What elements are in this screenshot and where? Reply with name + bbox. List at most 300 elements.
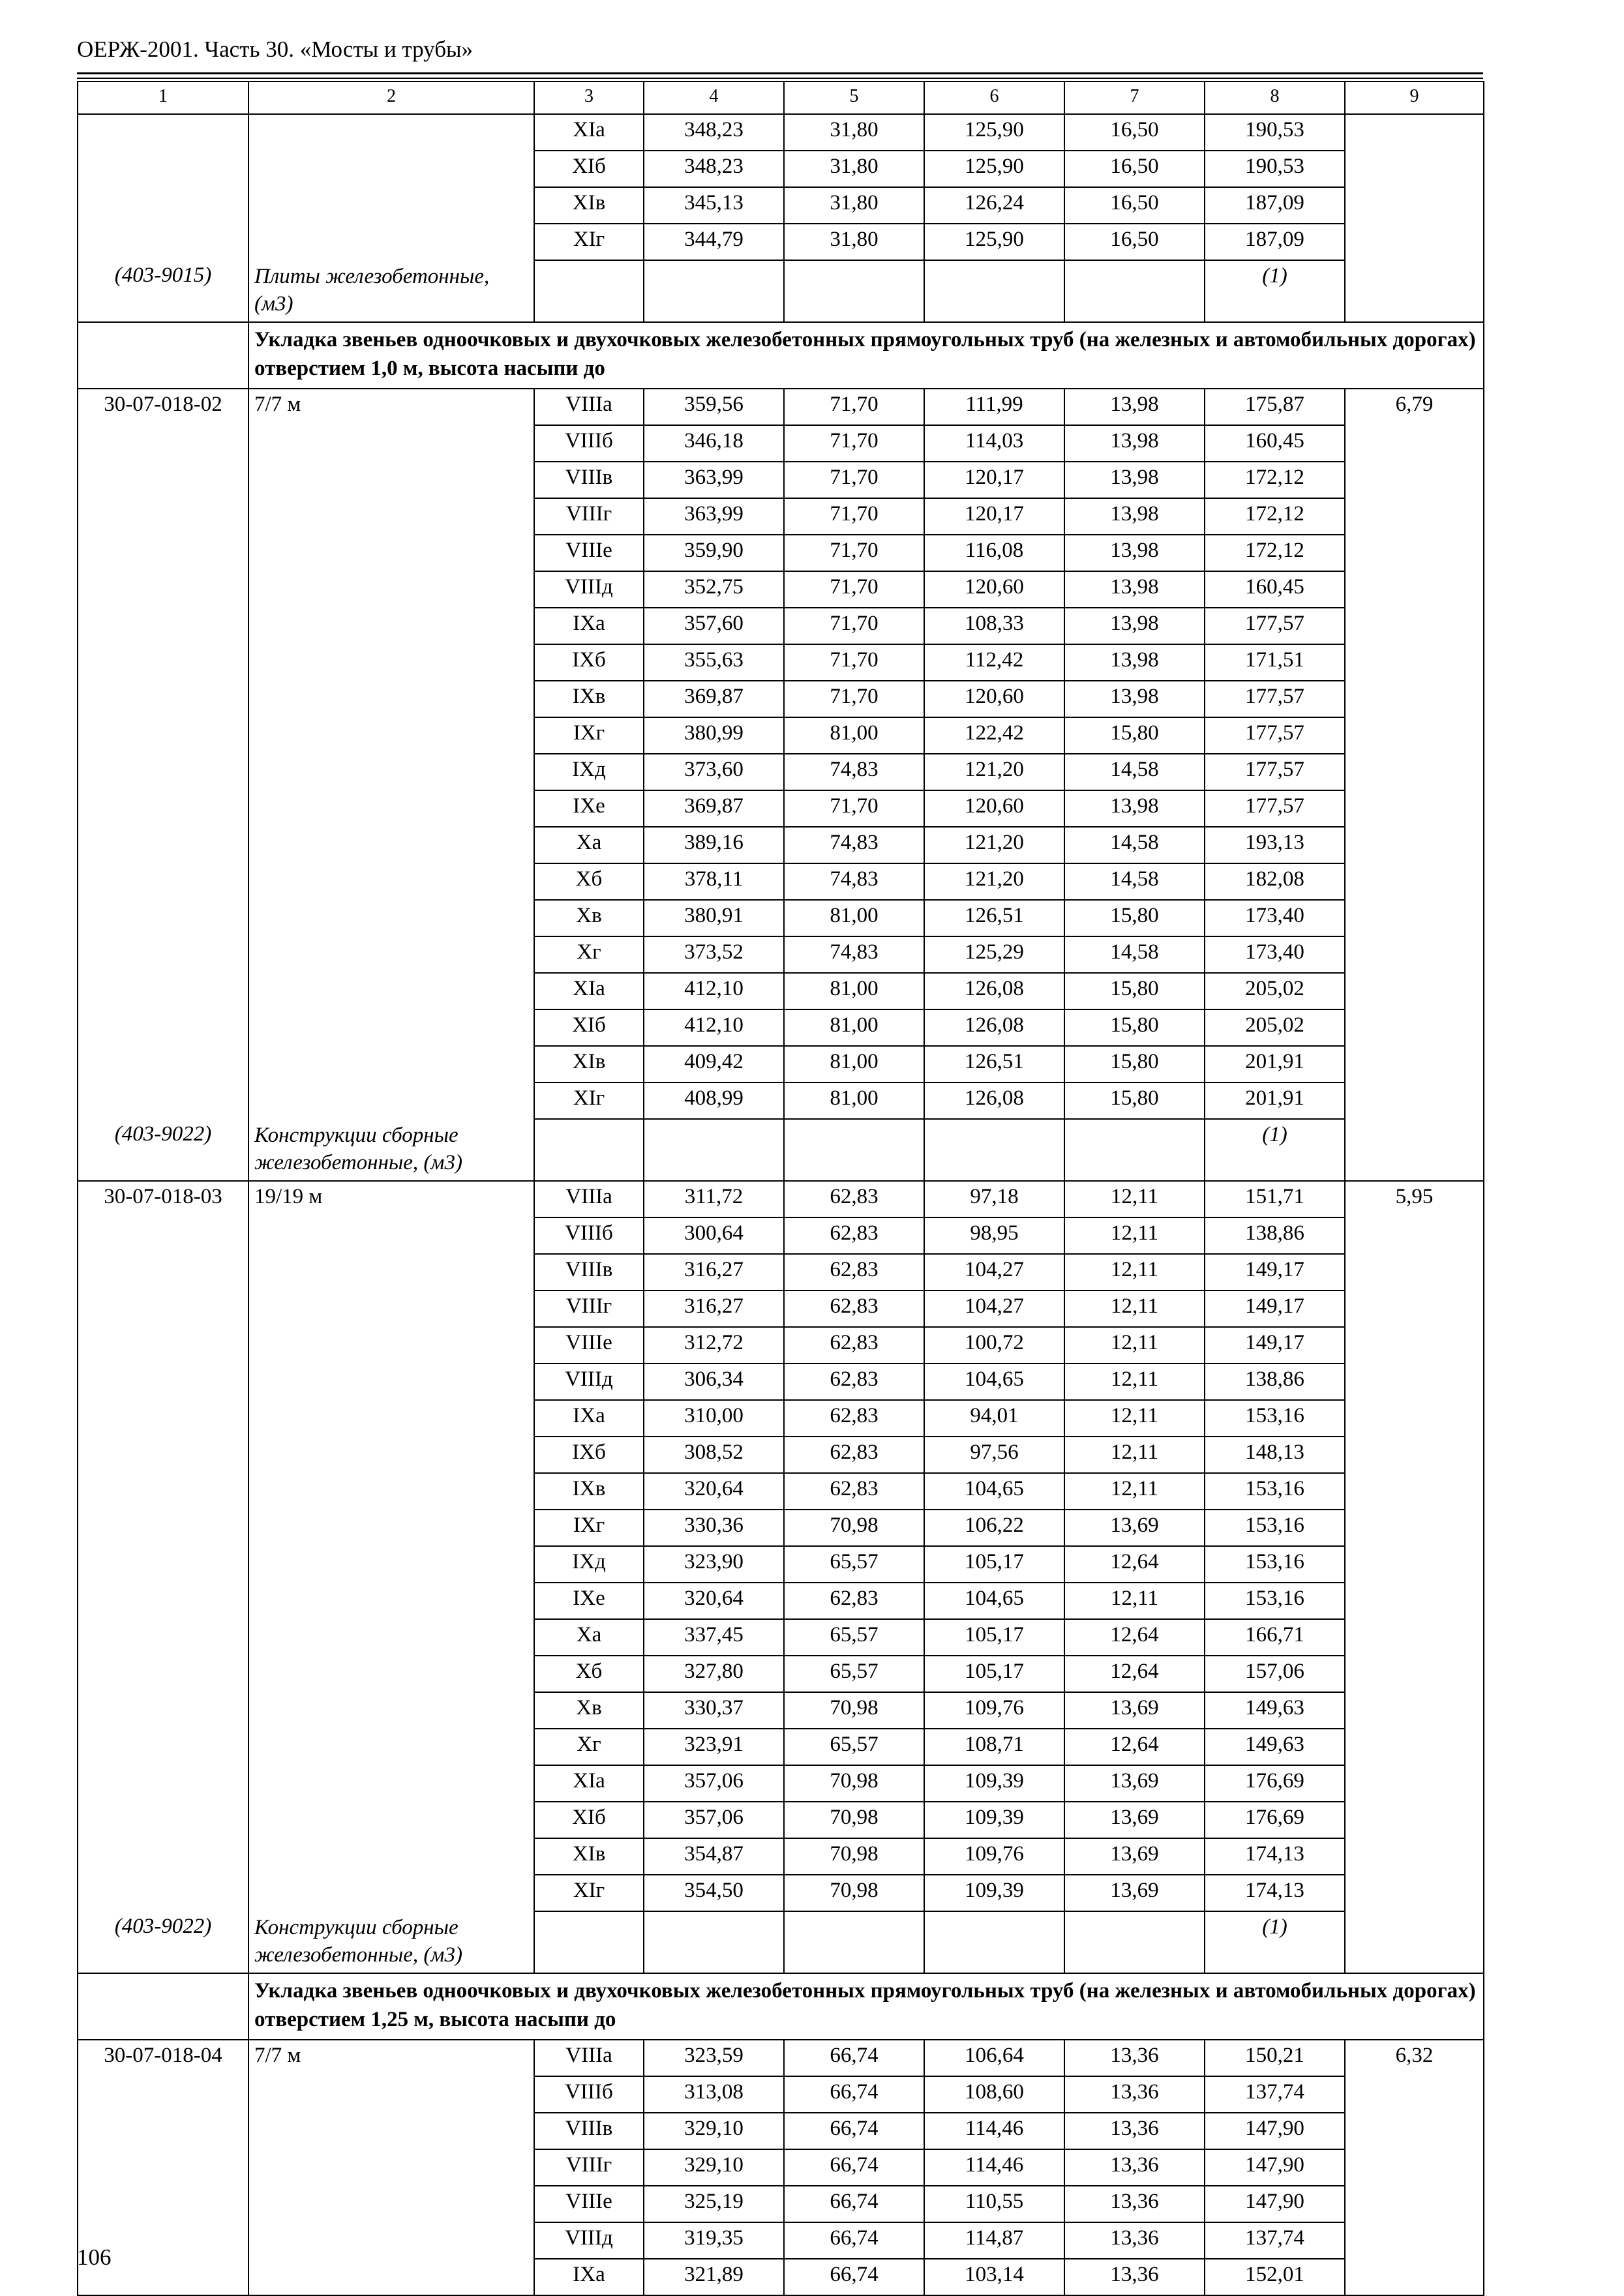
value-cell: 15,80: [1064, 1082, 1205, 1119]
table-cell: [78, 1437, 248, 1473]
value-cell: 109,39: [924, 1765, 1064, 1802]
table-cell: [1345, 151, 1484, 187]
region-code: IXб: [534, 644, 644, 681]
value-cell: 389,16: [644, 827, 784, 863]
table-cell: [78, 462, 248, 498]
table-cell: [784, 1911, 924, 1973]
table-cell: [1345, 1082, 1484, 1119]
value-cell: 13,36: [1064, 2186, 1205, 2222]
table-row: [78, 1400, 1484, 1437]
table-cell: [78, 717, 248, 754]
coefficient: 6,79: [1345, 389, 1484, 425]
region-code: IXг: [534, 1510, 644, 1546]
value-cell: 70,98: [784, 1510, 924, 1546]
material-code: (403-9022): [78, 1119, 248, 1181]
table-cell: [78, 1656, 248, 1692]
value-cell: 12,11: [1064, 1583, 1205, 1619]
value-cell: 357,06: [644, 1802, 784, 1838]
value-cell: 173,40: [1205, 936, 1345, 973]
value-cell: 98,95: [924, 1217, 1064, 1254]
value-cell: 13,69: [1064, 1802, 1205, 1838]
table-cell: [1345, 1546, 1484, 1583]
value-cell: 12,64: [1064, 1656, 1205, 1692]
table-cell: [924, 1119, 1064, 1181]
value-cell: 62,83: [784, 1473, 924, 1510]
value-cell: 363,99: [644, 498, 784, 535]
region-code: IXа: [534, 2259, 644, 2295]
value-cell: 14,58: [1064, 863, 1205, 900]
table-cell: [1345, 1217, 1484, 1254]
table-cell: [248, 900, 534, 936]
value-cell: 62,83: [784, 1254, 924, 1290]
table-cell: [248, 754, 534, 790]
table-cell: [248, 936, 534, 973]
table-row: [78, 1583, 1484, 1619]
table-row: [78, 863, 1484, 900]
value-cell: 126,08: [924, 973, 1064, 1009]
table-cell: [248, 1473, 534, 1510]
table-cell: [78, 1364, 248, 1400]
embankment-height: 7/7 м: [248, 2040, 534, 2076]
value-cell: 190,53: [1205, 114, 1345, 151]
region-code: VIIIа: [534, 1181, 644, 1217]
value-cell: 172,12: [1205, 535, 1345, 571]
table-cell: [248, 1510, 534, 1546]
value-cell: 66,74: [784, 2149, 924, 2186]
value-cell: 149,63: [1205, 1692, 1345, 1729]
value-cell: 13,36: [1064, 2149, 1205, 2186]
table-cell: [1345, 1400, 1484, 1437]
table-cell: [248, 1546, 534, 1583]
material-note: (1): [1205, 1911, 1345, 1973]
value-cell: 114,03: [924, 425, 1064, 462]
table-row: [78, 1009, 1484, 1046]
region-code: XIг: [534, 224, 644, 260]
region-code: IXб: [534, 1437, 644, 1473]
value-cell: 13,69: [1064, 1510, 1205, 1546]
table-cell: [248, 1765, 534, 1802]
value-cell: 105,17: [924, 1546, 1064, 1583]
value-cell: 66,74: [784, 2222, 924, 2259]
value-cell: 323,59: [644, 2040, 784, 2076]
value-cell: 348,23: [644, 151, 784, 187]
region-code: VIIIб: [534, 425, 644, 462]
table-cell: [248, 1254, 534, 1290]
value-cell: 62,83: [784, 1217, 924, 1254]
column-header-row: [78, 82, 1484, 114]
section-row: [78, 1973, 1484, 2040]
page-number: 106: [77, 2244, 112, 2270]
value-cell: 177,57: [1205, 608, 1345, 644]
section-title: Укладка звеньев одноочковых и двухочковых железобетонных прямоугольных труб (на железных и автомобильных дорогах) отверстием 1,0 м, высота насыпи до: [248, 322, 1484, 389]
table-cell: [1345, 1364, 1484, 1400]
table-cell: [248, 790, 534, 827]
value-cell: 12,11: [1064, 1290, 1205, 1327]
value-cell: 330,36: [644, 1510, 784, 1546]
table-cell: [78, 1009, 248, 1046]
page-header: ОЕРЖ-2001. Часть 30. «Мосты и трубы»: [77, 37, 474, 62]
table-cell: [1345, 681, 1484, 717]
table-cell: [248, 1619, 534, 1656]
table-cell: [1345, 1510, 1484, 1546]
value-cell: 12,11: [1064, 1473, 1205, 1510]
region-code: VIIIе: [534, 535, 644, 571]
table-cell: [78, 2113, 248, 2149]
value-cell: 111,99: [924, 389, 1064, 425]
value-cell: 15,80: [1064, 717, 1205, 754]
table-cell: [1345, 608, 1484, 644]
table-cell: [1345, 790, 1484, 827]
value-cell: 81,00: [784, 1082, 924, 1119]
region-code: XIб: [534, 1009, 644, 1046]
value-cell: 354,87: [644, 1838, 784, 1875]
value-cell: 71,70: [784, 462, 924, 498]
value-cell: 66,74: [784, 2113, 924, 2149]
region-code: XIг: [534, 1875, 644, 1911]
table-cell: [1345, 1290, 1484, 1327]
value-cell: 157,06: [1205, 1656, 1345, 1692]
table-cell: [924, 260, 1064, 322]
table-row: [78, 2259, 1484, 2295]
table-cell: [248, 1364, 534, 1400]
value-cell: 12,11: [1064, 1364, 1205, 1400]
table-row: [78, 644, 1484, 681]
region-code: IXе: [534, 790, 644, 827]
value-cell: 81,00: [784, 900, 924, 936]
value-cell: 125,90: [924, 224, 1064, 260]
value-cell: 120,60: [924, 790, 1064, 827]
material-code: (403-9022): [78, 1911, 248, 1973]
table-cell: [78, 498, 248, 535]
value-cell: 193,13: [1205, 827, 1345, 863]
rate-code: 30-07-018-02: [78, 389, 248, 425]
value-cell: 121,20: [924, 863, 1064, 900]
value-cell: 153,16: [1205, 1473, 1345, 1510]
value-cell: 323,90: [644, 1546, 784, 1583]
column-header: 6: [924, 82, 1064, 114]
table-cell: [1345, 571, 1484, 608]
region-code: Xв: [534, 1692, 644, 1729]
value-cell: 316,27: [644, 1254, 784, 1290]
value-cell: 81,00: [784, 973, 924, 1009]
value-cell: 337,45: [644, 1619, 784, 1656]
table-cell: [248, 1046, 534, 1082]
value-cell: 121,20: [924, 754, 1064, 790]
value-cell: 320,64: [644, 1583, 784, 1619]
value-cell: 13,98: [1064, 425, 1205, 462]
value-cell: 13,98: [1064, 571, 1205, 608]
table-cell: [248, 571, 534, 608]
table-cell: [78, 900, 248, 936]
column-header: 3: [534, 82, 644, 114]
rate-code: [78, 114, 248, 151]
value-cell: 12,11: [1064, 1400, 1205, 1437]
table-cell: [248, 717, 534, 754]
value-cell: 114,87: [924, 2222, 1064, 2259]
table-row: [78, 1217, 1484, 1254]
value-cell: 65,57: [784, 1546, 924, 1583]
region-code: VIIIг: [534, 1290, 644, 1327]
table-cell: [78, 1400, 248, 1437]
value-cell: 345,13: [644, 187, 784, 224]
value-cell: 201,91: [1205, 1046, 1345, 1082]
table-cell: [78, 1082, 248, 1119]
table-cell: [78, 1802, 248, 1838]
value-cell: 15,80: [1064, 900, 1205, 936]
value-cell: 70,98: [784, 1875, 924, 1911]
table-row: [78, 973, 1484, 1009]
value-cell: 31,80: [784, 114, 924, 151]
table-cell: [78, 681, 248, 717]
value-cell: 104,27: [924, 1290, 1064, 1327]
table-cell: [1345, 1473, 1484, 1510]
region-code: IXв: [534, 681, 644, 717]
value-cell: 62,83: [784, 1400, 924, 1437]
table-row: [78, 425, 1484, 462]
value-cell: 352,75: [644, 571, 784, 608]
value-cell: 120,60: [924, 681, 1064, 717]
value-cell: 71,70: [784, 608, 924, 644]
value-cell: 12,11: [1064, 1254, 1205, 1290]
value-cell: 71,70: [784, 571, 924, 608]
value-cell: 348,23: [644, 114, 784, 151]
table-cell: [248, 1802, 534, 1838]
region-code: VIIIб: [534, 1217, 644, 1254]
value-cell: 359,90: [644, 535, 784, 571]
coefficient: 5,95: [1345, 1181, 1484, 1217]
table-cell: [78, 973, 248, 1009]
value-cell: 306,34: [644, 1364, 784, 1400]
table-row: [78, 1656, 1484, 1692]
value-cell: 112,42: [924, 644, 1064, 681]
table-row: [78, 1364, 1484, 1400]
value-cell: 344,79: [644, 224, 784, 260]
value-cell: 153,16: [1205, 1546, 1345, 1583]
value-cell: 174,13: [1205, 1875, 1345, 1911]
region-code: IXг: [534, 717, 644, 754]
region-code: Xб: [534, 863, 644, 900]
column-header: 4: [644, 82, 784, 114]
value-cell: 310,00: [644, 1400, 784, 1437]
table-cell: [248, 2259, 534, 2295]
table-cell: [78, 1327, 248, 1364]
region-code: IXд: [534, 1546, 644, 1583]
value-cell: 126,24: [924, 187, 1064, 224]
value-cell: 300,64: [644, 1217, 784, 1254]
table-row: [78, 681, 1484, 717]
table-cell: [78, 1546, 248, 1583]
value-cell: 109,76: [924, 1692, 1064, 1729]
material-row: [78, 1119, 1484, 1181]
value-cell: 13,98: [1064, 389, 1205, 425]
value-cell: 125,29: [924, 936, 1064, 973]
region-code: VIIIв: [534, 462, 644, 498]
value-cell: 66,74: [784, 2040, 924, 2076]
table-cell: [78, 1583, 248, 1619]
value-cell: 104,65: [924, 1364, 1064, 1400]
table-row: [78, 1765, 1484, 1802]
value-cell: 323,91: [644, 1729, 784, 1765]
table-row: [78, 1082, 1484, 1119]
table-cell: [784, 1119, 924, 1181]
value-cell: 109,39: [924, 1875, 1064, 1911]
table-cell: [1345, 717, 1484, 754]
value-cell: 104,65: [924, 1473, 1064, 1510]
table-cell: [784, 260, 924, 322]
region-code: IXв: [534, 1473, 644, 1510]
table-row: [78, 717, 1484, 754]
value-cell: 357,60: [644, 608, 784, 644]
table-cell: [248, 462, 534, 498]
table-row: [78, 1290, 1484, 1327]
value-cell: 147,90: [1205, 2113, 1345, 2149]
table-cell: [248, 681, 534, 717]
value-cell: 62,83: [784, 1327, 924, 1364]
region-code: IXа: [534, 608, 644, 644]
embankment-height: [248, 114, 534, 151]
table-cell: [1064, 1119, 1205, 1181]
table-cell: [78, 1254, 248, 1290]
column-header: 9: [1345, 82, 1484, 114]
value-cell: 70,98: [784, 1838, 924, 1875]
table-cell: [1345, 1119, 1484, 1181]
value-cell: 172,12: [1205, 462, 1345, 498]
table-cell: [78, 1473, 248, 1510]
value-cell: 81,00: [784, 1009, 924, 1046]
table-cell: [1064, 260, 1205, 322]
value-cell: 70,98: [784, 1692, 924, 1729]
embankment-height: 7/7 м: [248, 389, 534, 425]
region-code: VIIIд: [534, 571, 644, 608]
table-row: [78, 608, 1484, 644]
value-cell: 13,69: [1064, 1765, 1205, 1802]
value-cell: 103,14: [924, 2259, 1064, 2295]
column-header: 1: [78, 82, 248, 114]
value-cell: 114,46: [924, 2149, 1064, 2186]
value-cell: 308,52: [644, 1437, 784, 1473]
value-cell: 313,08: [644, 2076, 784, 2113]
value-cell: 120,60: [924, 571, 1064, 608]
table-cell: [1345, 535, 1484, 571]
table-cell: [1345, 2259, 1484, 2295]
table-cell: [248, 2149, 534, 2186]
table-cell: [248, 1583, 534, 1619]
region-code: XIв: [534, 1046, 644, 1082]
value-cell: 354,50: [644, 1875, 784, 1911]
table-row: [78, 1802, 1484, 1838]
material-name: Конструкции сборные железобетонные, (м3): [248, 1911, 534, 1973]
value-cell: 373,60: [644, 754, 784, 790]
value-cell: 62,83: [784, 1181, 924, 1217]
value-cell: 14,58: [1064, 827, 1205, 863]
table-cell: [248, 535, 534, 571]
value-cell: 327,80: [644, 1656, 784, 1692]
value-cell: 13,36: [1064, 2259, 1205, 2295]
table-cell: [78, 2149, 248, 2186]
table-cell: [1345, 1875, 1484, 1911]
table-row: [78, 498, 1484, 535]
value-cell: 121,20: [924, 827, 1064, 863]
value-cell: 182,08: [1205, 863, 1345, 900]
table-row: [78, 1619, 1484, 1656]
value-cell: 160,45: [1205, 571, 1345, 608]
value-cell: 70,98: [784, 1802, 924, 1838]
table-cell: [1345, 260, 1484, 322]
table-row: [78, 151, 1484, 187]
region-code: XIб: [534, 1802, 644, 1838]
table-cell: [248, 1009, 534, 1046]
value-cell: 412,10: [644, 1009, 784, 1046]
value-cell: 70,98: [784, 1765, 924, 1802]
region-code: IXд: [534, 754, 644, 790]
material-note: (1): [1205, 1119, 1345, 1181]
table-cell: [248, 1729, 534, 1765]
value-cell: 13,98: [1064, 498, 1205, 535]
table-cell: [78, 827, 248, 863]
value-cell: 94,01: [924, 1400, 1064, 1437]
table-row: [78, 2222, 1484, 2259]
table-cell: [534, 1119, 644, 1181]
value-cell: 312,72: [644, 1327, 784, 1364]
value-cell: 408,99: [644, 1082, 784, 1119]
region-code: VIIIг: [534, 498, 644, 535]
table-cell: [248, 1656, 534, 1692]
value-cell: 109,39: [924, 1802, 1064, 1838]
table-cell: [1345, 2113, 1484, 2149]
table-cell: [78, 1510, 248, 1546]
value-cell: 160,45: [1205, 425, 1345, 462]
value-cell: 66,74: [784, 2186, 924, 2222]
value-cell: 16,50: [1064, 187, 1205, 224]
value-cell: 74,83: [784, 936, 924, 973]
table-cell: [78, 936, 248, 973]
table-cell: [248, 2186, 534, 2222]
value-cell: 104,27: [924, 1254, 1064, 1290]
value-cell: 15,80: [1064, 1046, 1205, 1082]
column-header: 8: [1205, 82, 1345, 114]
value-cell: 31,80: [784, 151, 924, 187]
value-cell: 74,83: [784, 863, 924, 900]
material-code: (403-9015): [78, 260, 248, 322]
value-cell: 172,12: [1205, 498, 1345, 535]
table-cell: [1345, 1254, 1484, 1290]
table-cell: [1064, 1911, 1205, 1973]
table-row: [78, 1473, 1484, 1510]
table-cell: [534, 260, 644, 322]
region-code: Xг: [534, 1729, 644, 1765]
value-cell: 147,90: [1205, 2186, 1345, 2222]
value-cell: 16,50: [1064, 114, 1205, 151]
table-cell: [248, 608, 534, 644]
value-cell: 176,69: [1205, 1802, 1345, 1838]
table-cell: [644, 1119, 784, 1181]
table-cell: [78, 224, 248, 260]
region-code: VIIIа: [534, 2040, 644, 2076]
table-row: [78, 900, 1484, 936]
table-cell: [248, 1217, 534, 1254]
region-code: XIг: [534, 1082, 644, 1119]
table-cell: [1345, 1802, 1484, 1838]
column-header: 7: [1064, 82, 1205, 114]
table-cell: [248, 187, 534, 224]
value-cell: 359,56: [644, 389, 784, 425]
value-cell: 104,65: [924, 1583, 1064, 1619]
value-cell: 12,11: [1064, 1437, 1205, 1473]
value-cell: 81,00: [784, 717, 924, 754]
value-cell: 13,36: [1064, 2040, 1205, 2076]
table-row: [78, 936, 1484, 973]
table-cell: [248, 2076, 534, 2113]
